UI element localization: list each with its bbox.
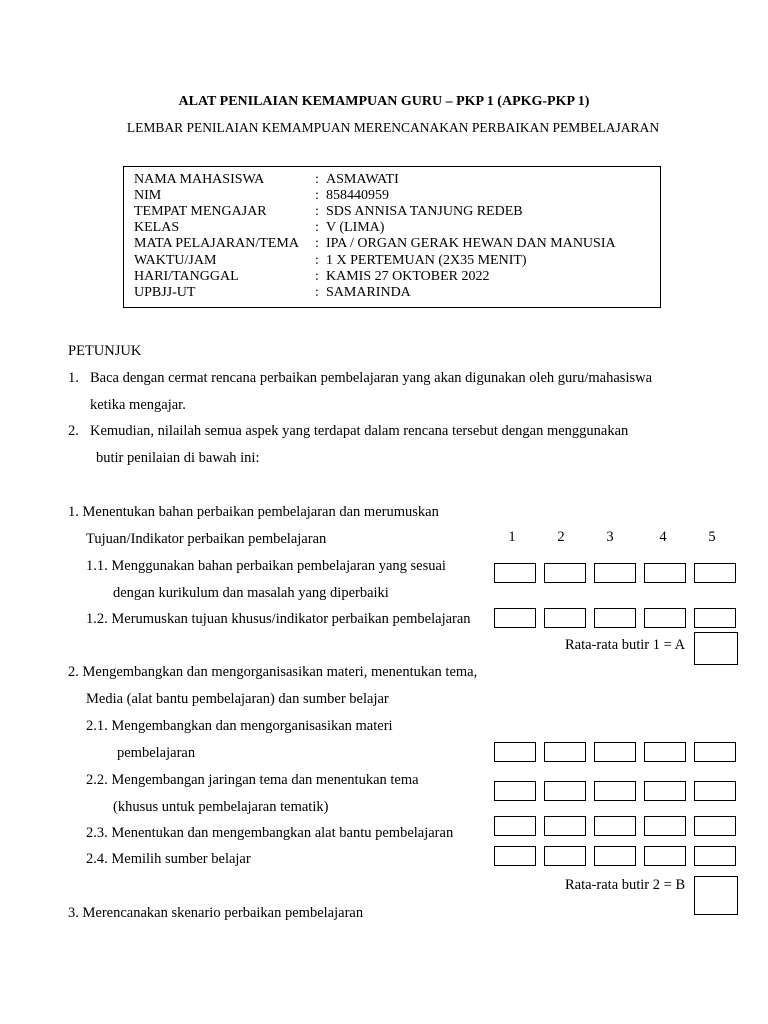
score-box[interactable] — [694, 781, 736, 801]
score-box[interactable] — [644, 816, 686, 836]
instructions-heading: PETUNJUK — [68, 343, 142, 359]
criterion-1-2: 1.2. Merumuskan tujuan khusus/indikator perbaikan pembelajaran — [86, 611, 471, 627]
score-box[interactable] — [644, 742, 686, 762]
info-sep: : — [315, 188, 319, 203]
average-box-a[interactable] — [694, 632, 738, 665]
score-box[interactable] — [694, 742, 736, 762]
info-label: WAKTU/JAM — [134, 253, 217, 268]
criterion-2-1-cont: pembelajaran — [117, 745, 196, 761]
info-sep: : — [315, 172, 319, 187]
score-box[interactable] — [594, 816, 636, 836]
score-box[interactable] — [494, 563, 536, 583]
score-box[interactable] — [644, 608, 686, 628]
scale-header-1: 1 — [508, 529, 516, 545]
score-box[interactable] — [494, 816, 536, 836]
score-box[interactable] — [544, 816, 586, 836]
scale-header-3: 3 — [606, 529, 614, 545]
score-box[interactable] — [494, 742, 536, 762]
score-box[interactable] — [694, 846, 736, 866]
page-subtitle: LEMBAR PENILAIAN KEMAMPUAN MERENCANAKAN PERBAIKAN PEMBELAJARAN — [126, 120, 660, 135]
score-box[interactable] — [694, 608, 736, 628]
scale-header-4: 4 — [659, 529, 667, 545]
section3-heading: 3. Merencanakan skenario perbaikan pembelajaran — [68, 905, 364, 921]
score-box[interactable] — [694, 816, 736, 836]
score-box[interactable] — [494, 846, 536, 866]
section1-heading-cont: Tujuan/Indikator perbaikan pembelajaran — [86, 531, 327, 547]
score-box[interactable] — [544, 742, 586, 762]
criterion-2-1: 2.1. Mengembangkan dan mengorganisasikan materi — [86, 718, 393, 734]
score-box[interactable] — [544, 608, 586, 628]
info-label: HARI/TANGGAL — [134, 269, 239, 284]
score-box[interactable] — [694, 563, 736, 583]
page-title: ALAT PENILAIAN KEMAMPUAN GURU – PKP 1 (APKG-PKP 1) — [178, 94, 590, 109]
average-label-a: Rata-rata butir 1 = A — [565, 637, 686, 653]
score-box[interactable] — [544, 846, 586, 866]
criterion-1-1-cont: dengan kurikulum dan masalah yang diperbaiki — [113, 585, 389, 601]
section1-heading: 1. Menentukan bahan perbaikan pembelajaran dan merumuskan — [68, 504, 439, 520]
info-label: MATA PELAJARAN/TEMA — [134, 236, 299, 251]
info-sep: : — [315, 204, 319, 219]
section2-heading: 2. Mengembangkan dan mengorganisasikan materi, menentukan tema, — [68, 664, 478, 680]
score-box[interactable] — [644, 563, 686, 583]
info-label: NAMA MAHASISWA — [134, 172, 265, 187]
info-label: UPBJJ-UT — [134, 285, 196, 300]
info-label: KELAS — [134, 220, 180, 235]
info-value: KAMIS 27 OKTOBER 2022 — [326, 269, 490, 284]
info-label: TEMPAT MENGAJAR — [134, 204, 267, 219]
average-box-b[interactable] — [694, 876, 738, 915]
score-box[interactable] — [494, 781, 536, 801]
score-box[interactable] — [594, 742, 636, 762]
criterion-2-3: 2.3. Menentukan dan mengembangkan alat bantu pembelajaran — [86, 825, 454, 841]
score-box[interactable] — [594, 846, 636, 866]
scale-header-2: 2 — [557, 529, 565, 545]
section2-heading-cont: Media (alat bantu pembelajaran) dan sumber belajar — [86, 691, 389, 707]
criterion-2-2: 2.2. Mengembangan jaringan tema dan menentukan tema — [86, 772, 419, 788]
info-sep: : — [315, 285, 319, 300]
score-box[interactable] — [594, 563, 636, 583]
average-label-b: Rata-rata butir 2 = B — [565, 877, 686, 893]
info-value: IPA / ORGAN GERAK HEWAN DAN MANUSIA — [326, 236, 616, 251]
instruction-text: butir penilaian di bawah ini: — [96, 450, 260, 466]
info-value: 1 X PERTEMUAN (2X35 MENIT) — [326, 253, 527, 268]
instruction-text: Kemudian, nilailah semua aspek yang terdapat dalam rencana tersebut dengan menggunakan — [90, 423, 629, 439]
info-sep: : — [315, 220, 319, 235]
score-box[interactable] — [644, 781, 686, 801]
info-sep: : — [315, 236, 319, 251]
instruction-text: Baca dengan cermat rencana perbaikan pembelajaran yang akan digunakan oleh guru/mahasiswa — [90, 370, 653, 386]
scale-header-5: 5 — [708, 529, 716, 545]
info-value: 858440959 — [326, 188, 389, 203]
info-value: SDS ANNISA TANJUNG REDEB — [326, 204, 523, 219]
score-box[interactable] — [594, 608, 636, 628]
instruction-text: ketika mengajar. — [90, 397, 186, 413]
identity-box — [123, 166, 661, 308]
score-box[interactable] — [644, 846, 686, 866]
score-box[interactable] — [544, 563, 586, 583]
criterion-2-2-cont: (khusus untuk pembelajaran tematik) — [113, 799, 329, 815]
criterion-2-4: 2.4. Memilih sumber belajar — [86, 851, 251, 867]
score-box[interactable] — [494, 608, 536, 628]
info-value: SAMARINDA — [326, 285, 411, 300]
info-value: ASMAWATI — [326, 172, 399, 187]
info-sep: : — [315, 253, 319, 268]
score-box[interactable] — [544, 781, 586, 801]
info-value: V (LIMA) — [326, 220, 385, 235]
instruction-number: 2. — [68, 423, 79, 439]
criterion-1-1: 1.1. Menggunakan bahan perbaikan pembelajaran yang sesuai — [86, 558, 446, 574]
score-box[interactable] — [594, 781, 636, 801]
info-label: NIM — [134, 188, 162, 203]
info-sep: : — [315, 269, 319, 284]
instruction-number: 1. — [68, 370, 79, 386]
